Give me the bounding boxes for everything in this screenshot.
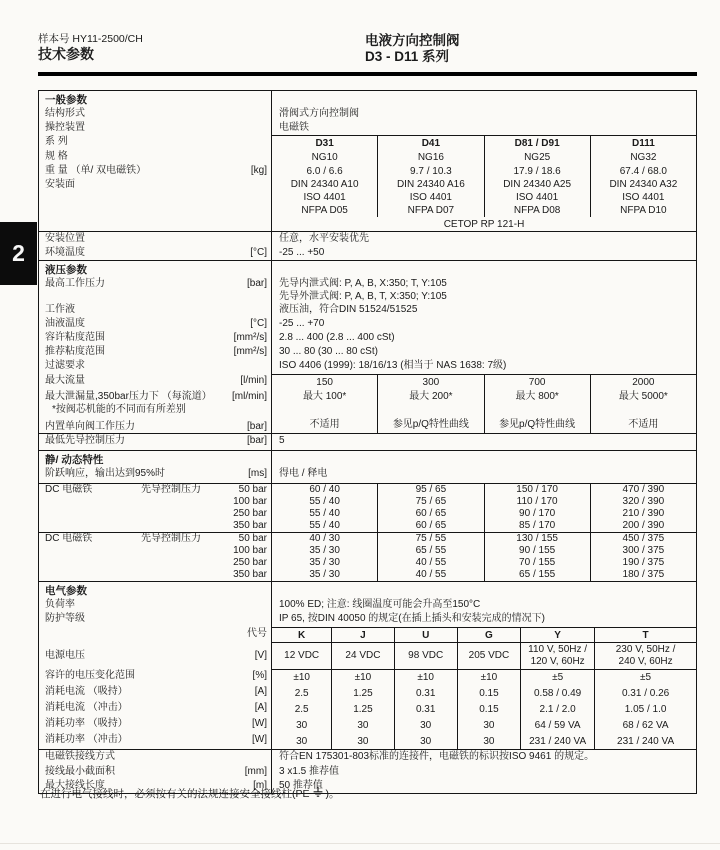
row-label: 消耗功率 （吸持） [45, 718, 128, 729]
row-voltage-code [39, 627, 696, 642]
solenoid-type: DC 电磁铁 [45, 484, 93, 495]
row-value: 2.8 ... 400 (2.8 ... 400 cSt) [271, 331, 696, 345]
row-label: 规 格 [45, 151, 68, 162]
row-unit: [W] [252, 734, 267, 745]
header-left [38, 33, 143, 62]
row-fluid-temp [39, 317, 696, 331]
row-viscosity-recommended [39, 345, 696, 359]
value-cell: 231 / 240 VA [520, 733, 594, 749]
pressure-point: 350 bar [233, 569, 267, 580]
value-cell: 98 VDC [394, 643, 457, 669]
value-cell: 24 VDC [331, 643, 393, 669]
section-title: 静/ 动态特性 [45, 454, 104, 466]
value-cell: 30 [296, 719, 308, 731]
row-unit: [bar] [246, 278, 267, 289]
row-voltage-tolerance [39, 669, 696, 685]
value-cell: 110 V, 50Hz / 120 V, 60Hz [520, 643, 594, 669]
row-label: 结构形式 [45, 108, 85, 119]
row-value: 5 [271, 434, 696, 450]
pressure-point: 250 bar [233, 557, 267, 568]
row-mounting-position [39, 231, 696, 246]
value-cell: 不适用 [309, 419, 340, 430]
value-cell: 0.58 / 0.49 [520, 685, 594, 701]
pressure-point: 50 bar [238, 484, 267, 495]
pressure-point: 50 bar [238, 533, 267, 544]
value-cell: ±10 [331, 670, 393, 685]
value-cell: 200 / 390 [590, 520, 696, 532]
row-value: -25 ... +70 [271, 317, 696, 331]
row-unit: [A] [254, 686, 267, 697]
page-title: 技术参数 [38, 46, 94, 62]
row-label: 操控装置 [45, 122, 85, 133]
value-cell: U [394, 628, 457, 642]
value-cell: 450 / 375 [590, 533, 696, 545]
row-unit: [mm] [244, 766, 267, 777]
row-min-pilot-pressure [39, 433, 696, 450]
step-row [39, 557, 696, 569]
section-title: 电气参数 [45, 585, 87, 597]
value-cell: 64 / 59 VA [520, 717, 594, 733]
section-spacer [271, 261, 696, 277]
row-label: 油液温度 [45, 318, 85, 329]
solenoid-type: DC 电磁铁 [45, 533, 93, 544]
row-label: 代号 [247, 628, 267, 639]
value-cell: 35 / 30 [309, 545, 340, 556]
step-row [39, 520, 696, 532]
row-label: 消耗功率 （冲击） [45, 734, 128, 745]
pressure-point: 250 bar [233, 508, 267, 519]
row-mounting-face [39, 178, 696, 217]
value-cell: 30 [394, 717, 457, 733]
safety-note [40, 787, 340, 802]
row-value: 电磁铁 [271, 121, 696, 135]
section-title: 一般参数 [45, 94, 87, 106]
value-cell: 65 / 155 [484, 569, 590, 581]
step-row [39, 483, 696, 496]
value-cell: 70 / 155 [484, 557, 590, 569]
pilot-pressure-label: 先导控制压力 [141, 533, 201, 544]
value-cell: ±5 [520, 670, 594, 685]
row-label: 电源电压 [45, 650, 85, 661]
row-footnote: *按阀芯机能的不同而有所差别 [52, 404, 186, 415]
row-value: 滑阀式方向控制阀 [271, 107, 696, 121]
section-hydraulic [39, 260, 696, 277]
value-cell: NG16 [377, 150, 483, 164]
parameters-table [38, 90, 697, 794]
value-cell: 60 / 65 [377, 508, 483, 520]
row-label: 内置单向阀工作压力 [45, 421, 135, 432]
row-power-inrush [39, 733, 696, 749]
section-electrical [39, 581, 696, 598]
value-cell: 180 / 375 [590, 569, 696, 581]
value-cell: 40 / 55 [377, 569, 483, 581]
row-max-flow [39, 374, 696, 390]
row-label: 容许的电压变化范围 [45, 670, 135, 681]
value-cell: ±5 [594, 670, 696, 685]
value-cell: 205 VDC [457, 643, 520, 669]
safety-note-text: 在进行电气接线时，必须按有关的法规连接安全接线柱(PE [40, 788, 310, 800]
value-cell: 35 / 30 [309, 557, 340, 568]
row-connection-type [39, 749, 696, 765]
row-value: -25 ... +50 [271, 246, 696, 260]
row-unit: [V] [254, 650, 267, 661]
value-cell: NG32 [590, 150, 696, 164]
pilot-pressure-label: 先导控制压力 [141, 484, 201, 495]
row-unit: [°C] [250, 318, 267, 329]
value-cell: NG25 [484, 150, 590, 164]
row-value: 100% ED; 注意: 线圈温度可能会升高至150°C [271, 598, 696, 612]
value-cell: ±10 [457, 670, 520, 685]
row-label: 最高工作压力 [45, 278, 105, 289]
value-cell: 0.15 [457, 685, 520, 701]
value-cell: 30 [331, 733, 393, 749]
row-label: 最大泄漏量,350bar压力下 （每流道） [45, 391, 212, 402]
value-cell: 30 [457, 733, 520, 749]
value-cell: 1.25 [331, 685, 393, 701]
row-label: 环境温度 [45, 247, 85, 258]
row-value: 符合EN 175301-803标准的连接件，电磁铁的标识按ISO 9461 的规定。 [271, 750, 696, 765]
value-cell: 150 [316, 377, 333, 388]
chapter-tab: 2 [0, 222, 37, 285]
value-cell: ±10 [293, 672, 310, 683]
row-current-inrush [39, 701, 696, 717]
value-cell: 30 [394, 733, 457, 749]
value-cell: D81 / D91 [484, 136, 590, 150]
row-filtration [39, 359, 696, 374]
value-cell: 320 / 390 [590, 496, 696, 508]
row-unit: [%] [252, 670, 267, 681]
value-cell: 最大 200* [377, 390, 483, 416]
value-cell: 190 / 375 [590, 557, 696, 569]
value-cell: 231 / 240 VA [594, 733, 696, 749]
row-label: 电磁铁接线方式 [45, 751, 115, 762]
row-label: 消耗电流 （冲击） [45, 702, 128, 713]
row-label: 消耗电流 （吸持） [45, 686, 128, 697]
row-leakage [39, 390, 696, 416]
value-cell: ±10 [394, 670, 457, 685]
value-cell: 55 / 40 [309, 520, 340, 531]
row-label: 重 量 （单/ 双电磁铁） [45, 165, 147, 176]
row-unit: [A] [254, 702, 267, 713]
value-cell: 0.31 [394, 701, 457, 717]
value-cell: 68 / 62 VA [594, 717, 696, 733]
row-unit: [bar] [246, 421, 267, 432]
value-cell: G [457, 628, 520, 642]
row-label: 容许粘度范围 [45, 332, 105, 343]
value-cell: T [594, 628, 696, 642]
value-cell: 参见p/Q特性曲线 [484, 416, 590, 433]
row-label: 最低先导控制压力 [45, 435, 125, 446]
value-cell: 90 / 170 [484, 508, 590, 520]
section-dynamic [39, 450, 696, 467]
row-label: 系 列 [45, 136, 68, 147]
value-cell: 85 / 170 [484, 520, 590, 532]
value-cell: 700 [484, 375, 590, 390]
pressure-point: 350 bar [233, 520, 267, 531]
row-check-valve [39, 416, 696, 433]
value-cell: Y [520, 628, 594, 642]
row-unit: [m] [253, 780, 267, 791]
value-cell: 2.1 / 2.0 [520, 701, 594, 717]
step-row [39, 532, 696, 545]
row-fluid [39, 303, 696, 317]
value-cell: D41 [377, 136, 483, 150]
value-cell: DIN 24340 A32 ISO 4401 NFPA D10 [590, 178, 696, 217]
row-value: 任意，水平安装优先 [271, 232, 696, 246]
value-cell: 40 / 30 [309, 533, 340, 544]
row-unit: [ms] [248, 468, 267, 479]
row-label: 工作液 [45, 304, 75, 315]
page-bottom-line [0, 843, 720, 844]
value-cell: 35 / 30 [309, 569, 340, 580]
value-cell: 0.31 / 0.26 [594, 685, 696, 701]
cetop-value: CETOP RP 121-H [271, 217, 696, 231]
row-label: 过滤要求 [45, 360, 85, 371]
value-cell: 最大 800* [484, 390, 590, 416]
header-rule [38, 72, 697, 76]
value-cell: 130 / 155 [484, 533, 590, 545]
row-step-response [39, 467, 696, 483]
pressure-point: 100 bar [233, 496, 267, 507]
value-cell: 最大 100* [302, 391, 347, 402]
value-cell: D111 [590, 136, 696, 150]
row-value: 得电 / 释电 [271, 467, 696, 483]
safety-note-text-end: )。 [325, 788, 340, 800]
row-max-pressure [39, 277, 696, 303]
row-value: 先导内泄式阀: P, A, B, X:350; T, Y:105 先导外泄式阀: P, A, B, T, X:350; Y:105 [271, 277, 696, 303]
row-value: 50 推荐值 [271, 779, 696, 793]
section-spacer [271, 582, 696, 598]
row-unit: [W] [252, 718, 267, 729]
value-cell: 470 / 390 [590, 484, 696, 496]
row-cetop [39, 217, 696, 231]
value-cell: 300 [377, 375, 483, 390]
row-unit: [mm²/s] [233, 346, 267, 357]
value-cell: 75 / 65 [377, 496, 483, 508]
section-spacer [271, 91, 696, 107]
row-unit: [ml/min] [232, 391, 267, 402]
value-cell: 40 / 55 [377, 557, 483, 569]
value-cell: 110 / 170 [484, 496, 590, 508]
value-cell: K [298, 629, 306, 641]
row-label: 安装面 [45, 179, 75, 190]
section-spacer [271, 451, 696, 467]
row-unit: [°C] [250, 247, 267, 258]
row-actuation [39, 121, 696, 135]
series-title: D3 - D11 系列 [365, 49, 450, 64]
value-cell: 不适用 [590, 416, 696, 433]
row-label: 推荐粘度范围 [45, 346, 105, 357]
section-title: 液压参数 [45, 264, 87, 276]
value-cell: J [331, 628, 393, 642]
row-ambient-temp [39, 246, 696, 260]
row-protection-class [39, 612, 696, 627]
value-cell: 60 / 65 [377, 520, 483, 532]
value-cell: D31 [315, 137, 334, 149]
value-cell: 30 [331, 717, 393, 733]
product-title: 电液方向控制阀 [365, 33, 460, 48]
section-general [39, 91, 696, 107]
value-cell: 230 V, 50Hz / 240 V, 60Hz [594, 643, 696, 669]
value-cell: 0.31 [394, 685, 457, 701]
value-cell: NG10 [311, 151, 338, 163]
step-row [39, 545, 696, 557]
row-current-holding [39, 685, 696, 701]
row-weight [39, 164, 696, 178]
value-cell: 65 / 55 [377, 545, 483, 557]
value-cell: 2.5 [294, 703, 309, 715]
value-cell: DIN 24340 A25 ISO 4401 NFPA D08 [484, 178, 590, 217]
header-right [365, 33, 460, 65]
value-cell: 6.0 / 6.6 [306, 165, 343, 177]
value-cell: 1.25 [331, 701, 393, 717]
value-cell: 9.7 / 10.3 [377, 164, 483, 178]
value-cell: 30 [457, 717, 520, 733]
row-label: 最大接线长度 [45, 780, 105, 791]
row-supply-voltage [39, 642, 696, 669]
row-viscosity-allowed [39, 331, 696, 345]
row-series [39, 135, 696, 150]
value-cell: 55 / 40 [309, 496, 340, 507]
value-cell: 1.05 / 1.0 [594, 701, 696, 717]
row-unit: [bar] [246, 435, 267, 446]
row-label: 接线最小截面积 [45, 766, 115, 777]
step-row [39, 508, 696, 520]
value-cell: DIN 24340 A16 ISO 4401 NFPA D07 [377, 178, 483, 217]
value-cell: 60 / 40 [309, 484, 340, 495]
value-cell: 300 / 375 [590, 545, 696, 557]
value-cell: 95 / 65 [377, 484, 483, 496]
row-label: 阶跃响应，输出达到95%时 [45, 468, 166, 479]
step-row [39, 496, 696, 508]
row-duty-cycle [39, 598, 696, 612]
row-structure-type [39, 107, 696, 121]
row-value: 3 x1.5 推荐值 [271, 765, 696, 779]
row-label: 安装位置 [45, 233, 85, 244]
row-min-cross-section [39, 765, 696, 779]
row-value: 液压油，符合DIN 51524/51525 [271, 303, 696, 317]
row-unit: [mm²/s] [233, 332, 267, 343]
row-power-holding [39, 717, 696, 733]
row-label: 负荷率 [45, 599, 75, 610]
value-cell: 2000 [590, 375, 696, 390]
value-cell: 参见p/Q特性曲线 [377, 416, 483, 433]
pressure-point: 100 bar [233, 545, 267, 556]
value-cell: 17.9 / 18.6 [484, 164, 590, 178]
value-cell: 67.4 / 68.0 [590, 164, 696, 178]
value-cell: 210 / 390 [590, 508, 696, 520]
row-value: IP 65, 按DIN 40050 的规定(在插上插头和安装完成的情况下) [271, 612, 696, 627]
value-cell: 0.15 [457, 701, 520, 717]
row-unit: [l/min] [240, 375, 267, 386]
earth-ground-icon [313, 787, 323, 802]
row-label: 最大流量 [45, 375, 85, 386]
row-value: 30 ... 80 (30 ... 80 cSt) [271, 345, 696, 359]
value-cell: 90 / 155 [484, 545, 590, 557]
value-cell: 75 / 55 [377, 533, 483, 545]
row-unit: [kg] [250, 165, 267, 176]
row-label: 防护等级 [45, 613, 85, 624]
step-row [39, 569, 696, 581]
row-value: ISO 4406 (1999): 18/16/13 (相当于 NAS 1638: 7级) [271, 359, 696, 374]
value-cell: 30 [296, 735, 308, 747]
value-cell: 12 VDC [284, 650, 320, 661]
value-cell: 2.5 [294, 687, 309, 699]
value-cell: 55 / 40 [309, 508, 340, 519]
row-size [39, 150, 696, 164]
value-cell: DIN 24340 A10 ISO 4401 NFPA D05 [290, 179, 359, 216]
sample-number: 样本号 HY11-2500/CH [38, 33, 143, 45]
value-cell: 150 / 170 [484, 484, 590, 496]
value-cell: 最大 5000* [590, 390, 696, 416]
